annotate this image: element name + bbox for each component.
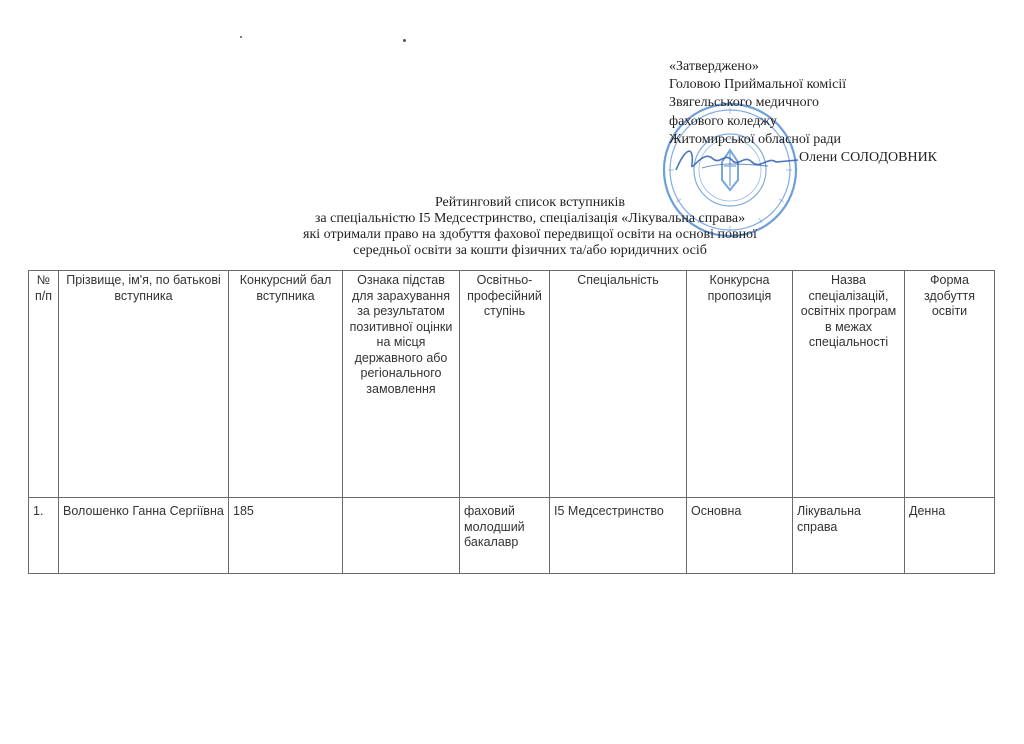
table-header-row [29,271,995,498]
cell-degree: фаховий молодший бакалавр [460,498,550,574]
approval-block [669,58,999,167]
cell-score: 185 [229,498,343,574]
approval-line-3: фахового коледжу [669,113,777,129]
header-degree: Освітньо-професійний ступінь [460,271,550,498]
header-score: Конкурсний бал вступника [229,271,343,498]
header-basis: Ознака підстав для зарахування за результатом позитивної оцінки на місця державного або регіонального замовлення [343,271,460,498]
table-row [29,498,995,574]
header-specialty: Спеціальність [550,271,687,498]
header-number: № п/п [29,271,59,498]
scan-speck [240,36,242,38]
approval-signatory: Олени СОЛОДОВНИК [799,150,938,166]
ranking-table [28,270,995,574]
cell-specialty: І5 Медсестринство [550,498,687,574]
cell-form: Денна [905,498,995,574]
cell-basis [343,498,460,574]
approval-stamp-word: «Затверджено» [669,59,759,74]
approval-line-1: Головою Приймальної комісії [669,77,847,93]
header-name: Прізвище, ім'я, по батькові вступника [59,271,229,498]
cell-specialization: Лікувальна справа [793,498,905,574]
header-form: Форма здобуття освіти [905,271,995,498]
heading-line-2: за спеціальністю І5 Медсестринство, спеціалізація «Лікувальна справа» [314,211,746,226]
header-specialization: Назва спеціалізацій, освітніх програм в межах спеціальності [793,271,905,498]
header-offer: Конкурсна пропозиція [687,271,793,498]
heading-line-3: які отримали право на здобуття фахової передвищої освіти на основі повної [303,227,757,242]
document-heading [200,195,860,259]
approval-line-2: Звягельського медичного [669,95,820,111]
cell-name: Волошенко Ганна Сергіївна [59,498,229,574]
heading-line-4: середньої освіти за кошти фізичних та/або юридичних осіб [353,243,707,258]
heading-line-1: Рейтинговий список вступників [434,195,626,210]
cell-offer: Основна [687,498,793,574]
approval-line-4: Житомирської обласної ради [669,131,842,147]
cell-number: 1. [29,498,59,574]
scan-speck [403,39,406,42]
